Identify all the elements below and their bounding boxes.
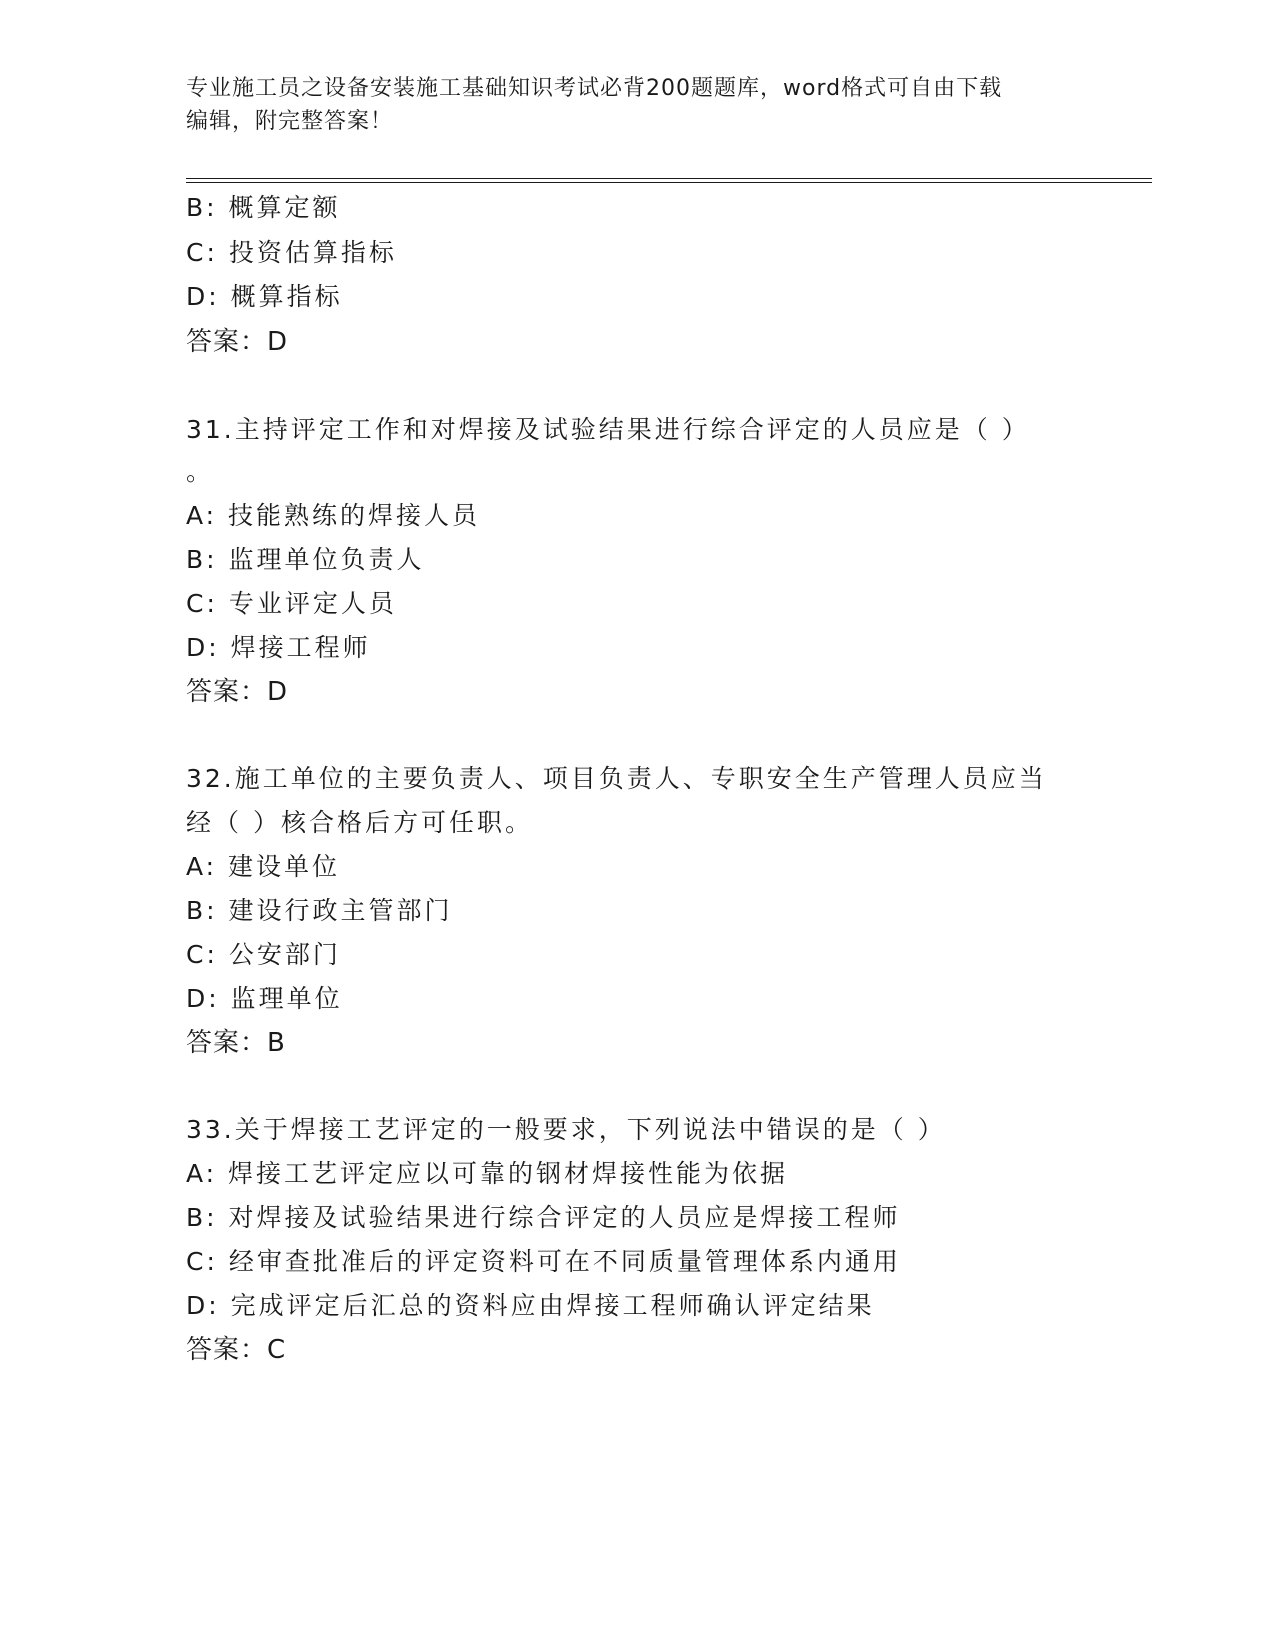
q33-option-a: A: 焊接工艺评定应以可靠的钢材焊接性能为依据 (186, 1159, 789, 1188)
q33-stem-line-1: 33.关于焊接工艺评定的一般要求，下列说法中错误的是（ ） (186, 1115, 946, 1144)
q31-answer: 答案：D (186, 677, 289, 707)
q31-stem-line-1: 31.主持评定工作和对焊接及试验结果进行综合评定的人员应是（ ） (186, 415, 1030, 444)
q31-stem-line-2: 。 (186, 457, 215, 486)
q31-option-b: B: 监理单位负责人 (186, 545, 425, 574)
q33-answer: 答案：C (186, 1335, 287, 1365)
q32-option-a: A: 建设单位 (186, 852, 341, 881)
q33-option-d: D: 完成评定后汇总的资料应由焊接工程师确认评定结果 (186, 1291, 875, 1320)
q32-stem-line-2: 经（ ）核合格后方可任职。 (186, 808, 533, 837)
prev-option-b: B: 概算定额 (186, 193, 341, 222)
header-divider-top (186, 178, 1152, 179)
prev-option-c: C: 投资估算指标 (186, 238, 397, 267)
header-divider-bottom (186, 182, 1152, 183)
q32-stem-line-1: 32.施工单位的主要负责人、项目负责人、专职安全生产管理人员应当 (186, 764, 1047, 793)
header-line-1: 专业施工员之设备安装施工基础知识考试必背200题题库，word格式可自由下载 (186, 76, 1003, 101)
prev-option-d: D: 概算指标 (186, 282, 343, 311)
q31-option-a: A: 技能熟练的焊接人员 (186, 501, 481, 530)
q33-option-c: C: 经审查批准后的评定资料可在不同质量管理体系内通用 (186, 1247, 901, 1276)
q32-option-b: B: 建设行政主管部门 (186, 896, 453, 925)
q31-option-c: C: 专业评定人员 (186, 589, 397, 618)
prev-answer: 答案：D (186, 327, 289, 357)
q33-option-b: B: 对焊接及试验结果进行综合评定的人员应是焊接工程师 (186, 1203, 901, 1232)
q32-answer: 答案：B (186, 1028, 286, 1058)
q32-option-c: C: 公安部门 (186, 940, 341, 969)
document-header (186, 72, 1086, 138)
q31-option-d: D: 焊接工程师 (186, 633, 371, 662)
q32-option-d: D: 监理单位 (186, 984, 343, 1013)
header-line-2: 编辑，附完整答案！ (186, 109, 394, 134)
